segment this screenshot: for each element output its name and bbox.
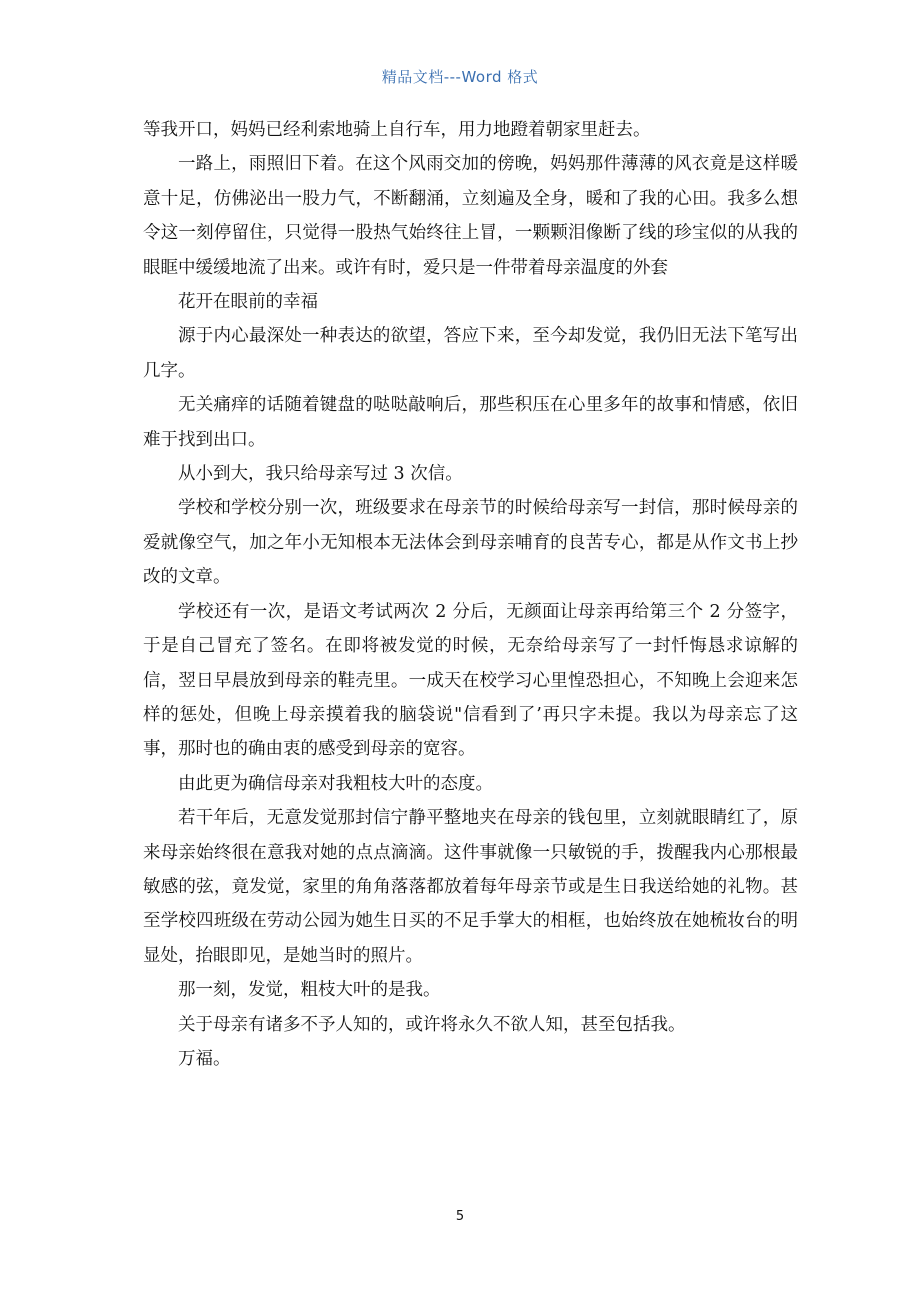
paragraph: 一路上，雨照旧下着。在这个风雨交加的傍晚，妈妈那件薄薄的风衣竟是这样暖意十足，仿佛泌出一股力气，不断翻涌，立刻遍及全身，暖和了我的心田。我多么想令这一刻停留住，只觉得一股热气始终往上冒，一颗颗泪像断了线的珍宝似的从我的眼眶中缓缓地流了出来。或许有时，爱只是一件带着母亲温度的外套 [143,154,798,278]
paragraph: 无关痛痒的话随着键盘的哒哒敲响后，那些积压在心里多年的故事和情感，依旧难于找到出口。 [143,395,798,450]
document-body [143,113,798,1076]
document-header: 精品文档---Word 格式 [381,68,539,86]
paragraph: 学校和学校分别一次，班级要求在母亲节的时候给母亲写一封信，那时候母亲的爱就像空气，加之年小无知根本无法体会到母亲哺育的良苦专心，都是从作文书上抄改的文章。 [143,498,798,588]
section-title: 花开在眼前的幸福 [178,292,318,313]
paragraph: 万福。 [178,1048,231,1069]
paragraph: 由此更为确信母亲对我粗枝大叶的态度。 [178,773,493,794]
paragraph: 学校还有一次，是语文考试两次 2 分后，无颜面让母亲再给第三个 2 分签字，于是自己冒充了签名。在即将被发觉的时候，无奈给母亲写了一封忏悔恳求谅解的信，翌日早晨放到母亲的鞋壳里。一成天在校学习心里惶恐担心，不知晚上会迎来怎样的惩处，但晚上母亲摸着我的脑袋说"信看到了’再只字未提。我以为母亲忘了这事，那时也的确由衷的感受到母亲的宽容。 [143,601,798,760]
paragraph: 源于内心最深处一种表达的欲望，答应下来，至今却发觉，我仍旧无法下笔写出几字。 [143,326,798,381]
paragraph: 关于母亲有诸多不予人知的，或许将永久不欲人知，甚至包括我。 [178,1014,686,1035]
paragraph: 等我开口，妈妈已经利索地骑上自行车，用力地蹬着朝家里赶去。 [143,120,651,140]
page-number: 5 [455,1209,465,1224]
paragraph: 从小到大，我只给母亲写过 3 次信。 [178,464,463,485]
paragraph: 那一刻，发觉，粗枝大叶的是我。 [178,980,441,1001]
paragraph: 若干年后，无意发觉那封信宁静平整地夹在母亲的钱包里，立刻就眼睛红了，原来母亲始终很在意我对她的点点滴滴。这件事就像一只敏锐的手，拨醒我内心那根最敏感的弦，竟发觉，家里的角角落落都放着每年母亲节或是生日我送给她的礼物。甚至学校四班级在劳动公园为她生日买的不足手掌大的相框，也始终放在她梳妆台的明显处，抬眼即见，是她当时的照片。 [143,808,798,966]
